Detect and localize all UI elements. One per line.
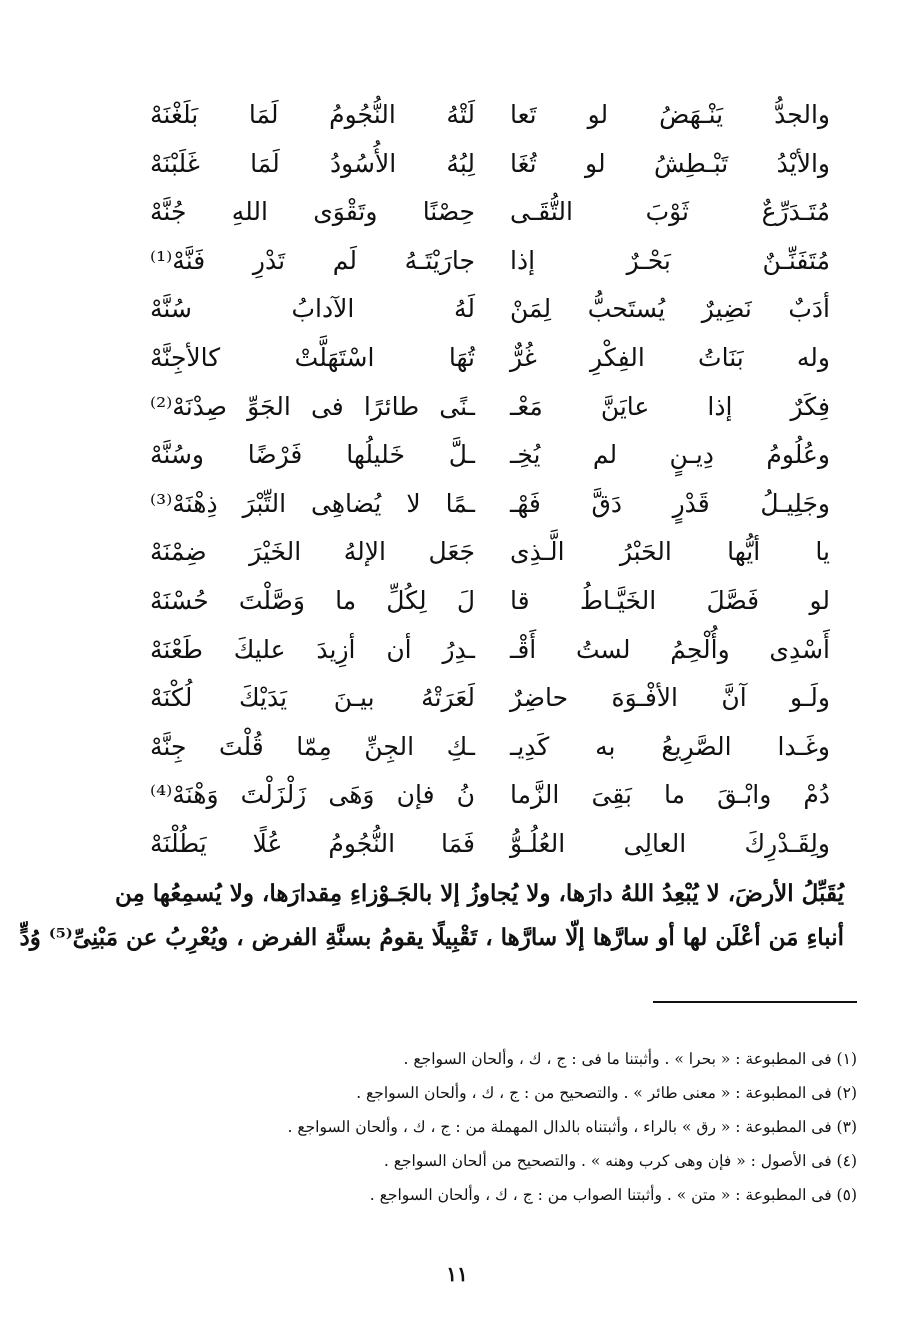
verse-first-hemistich: والجدُّ يَنْـهَضُ لو تَعا xyxy=(510,100,830,129)
verse-line xyxy=(150,141,830,190)
verse-first-hemistich: يا أيُّها الحَبْرُ الَّـذِى xyxy=(510,537,830,567)
prose-line: يُقَبِّلُ الأرضَ، لا يُبْعِدُ اللهُ دارَها، ولا يُجاوزُ إلا بالجَـوْزاءِ مِقدارَها، ولا يُسمِعُها مِن xyxy=(114,880,844,907)
verse-line xyxy=(150,578,830,627)
verse-second-hemistich: نُ فإن وَهَى زَلْزَلْتَ وَهْنَهْ⁽⁴⁾ xyxy=(150,780,475,810)
verse-first-hemistich: مُتَفَنِّـنٌ بَحْـرٌ إذا xyxy=(510,245,830,275)
verse-second-hemistich: لَهُ الآدابُ سُنَّهْ xyxy=(150,294,475,324)
footnote-separator xyxy=(653,1001,857,1003)
verse-first-hemistich: وعُلُومُ دِيـنٍ لم يُخِـ xyxy=(510,440,830,470)
verse-second-hemistich: حِصْنًا وتَقْوَى اللهِ جُنَّهْ xyxy=(150,197,475,227)
verse-line xyxy=(150,529,830,578)
verse-second-hemistich: ـدِرُ أن أزِيدَ عليكَ طَعْنَهْ xyxy=(150,634,475,664)
verse-line xyxy=(150,286,830,335)
verse-line xyxy=(150,189,830,238)
verse-line xyxy=(150,238,830,287)
verse-line xyxy=(150,384,830,433)
verse-second-hemistich: ـمًا لا يُضاهِى التِّبْرَ ذِهْنَهْ⁽³⁾ xyxy=(150,488,475,518)
verse-line xyxy=(150,675,830,724)
verse-first-hemistich: لو فَصَّلَ الخَيَّـاطُ قا xyxy=(510,585,830,615)
footnote: (٢) فى المطبوعة : « معنى طائر » . والتصحيح من : ج ، ك ، وألحان السواجع . xyxy=(356,1084,857,1102)
verse-first-hemistich: مُتَـدَرِّعٌ ثَوْبَ التُّقَـى xyxy=(510,197,830,227)
verse-first-hemistich: فِكَرٌ إذا عايَنَّ مَعْـ xyxy=(510,391,830,421)
verse-second-hemistich: جارَيْتَـهُ لَم تَدْرِ فَنَّهْ⁽¹⁾ xyxy=(150,245,475,275)
verse-second-hemistich: جَعَل الإلهُ الخَيْرَ ضِمْنَهْ xyxy=(150,537,475,567)
verse-first-hemistich: أدَبٌ نَضِيرٌ يُستَحبُّ لِمَنْ xyxy=(510,294,830,324)
verse-first-hemistich: وجَلِيـلُ قَدْرٍ دَقَّ فَهْـ xyxy=(510,488,830,518)
verse-first-hemistich: أَسْدِى وأُلْحِمُ لستُ أَقْـ xyxy=(510,634,830,664)
verse-second-hemistich: لَتْهُ النُّجُومُ لَمَا بَلَغْنَهْ xyxy=(150,100,475,129)
verse-first-hemistich: ولِقَـدْرِكَ العالِى العُلُـوُّ xyxy=(510,828,830,858)
footnote: (٣) فى المطبوعة : « رق » بالراء ، وأثبتناه بالدال المهملة من : ج ، ك ، وألحان السواجع . xyxy=(287,1118,857,1136)
verse-line xyxy=(150,432,830,481)
prose-line: أنباءِ مَن أعْلَن لها أو سارَّها إلّا سارَّها ، تَقْبِيلًا يقومُ بسنَّةِ الفرض ، ويُعْرِبُ عن مَبْنِىِّ⁽⁵⁾ وُدٍّ xyxy=(19,924,844,951)
verse-second-hemistich: لَعَرَتْهُ بيـنَ يَدَيْكَ لُكْنَهْ xyxy=(150,683,475,713)
footnote: (١) فى المطبوعة : « بحرا » . وأثبتنا ما فى : ج ، ك ، وألحان السواجع . xyxy=(403,1050,857,1068)
footnotes xyxy=(217,1042,857,1212)
page-number: ١١ xyxy=(446,1262,468,1286)
verse-line xyxy=(150,772,830,821)
verse-first-hemistich: والأيْدُ تَبْـطِشُ لو تُغَا xyxy=(510,148,830,178)
verse-first-hemistich: دُمْ وابْـقَ ما بَقِىَ الزَّما xyxy=(510,780,830,810)
verse-line xyxy=(150,92,830,141)
verse-second-hemistich: تُهَا اسْتَهَلَّتْ كالأجِنَّهْ xyxy=(150,342,475,372)
verse-second-hemistich: ـنًى طائرًا فى الجَوِّ صِدْنَهْ⁽²⁾ xyxy=(150,391,475,421)
verse-line xyxy=(150,627,830,676)
verse-line xyxy=(150,335,830,384)
verse-second-hemistich: فَمَا النُّجُومُ عُلًا يَطُلْنَهْ xyxy=(150,828,475,858)
footnote: (٤) فى الأصول : « فإن وهى كرب وهنه » . والتصحيح من ألحان السواجع . xyxy=(383,1152,857,1170)
verse-second-hemistich: لَ لِكُلِّ ما وَصَّلْتَ حُسْنَهْ xyxy=(150,585,475,615)
verse-second-hemistich: لِبُهُ الأُسُودُ لَمَا غَلَبْنَهْ xyxy=(150,148,475,178)
poem xyxy=(150,92,830,870)
verse-second-hemistich: ـكِ الجِنِّ مِمّا قُلْتَ جِنَّهْ xyxy=(150,731,475,761)
footnote: (٥) فى المطبوعة : « متن » . وأثبتنا الصواب من : ج ، ك ، وألحان السواجع . xyxy=(369,1186,857,1204)
prose-paragraph xyxy=(19,872,844,960)
verse-first-hemistich: وغَـدا الصَّرِيعُ به كَدِيـ xyxy=(510,731,830,761)
verse-line xyxy=(150,724,830,773)
verse-second-hemistich: ـلَّ خَليلُها فَرْضًا وسُنَّهْ xyxy=(150,440,475,470)
verse-line xyxy=(150,821,830,870)
verse-line xyxy=(150,481,830,530)
verse-first-hemistich: ولَـو آنَّ الأفْـوَهَ حاضِرٌ xyxy=(510,683,830,713)
verse-first-hemistich: وله بَنَاتُ الفِكْرِ غُرٌّ xyxy=(510,342,830,372)
